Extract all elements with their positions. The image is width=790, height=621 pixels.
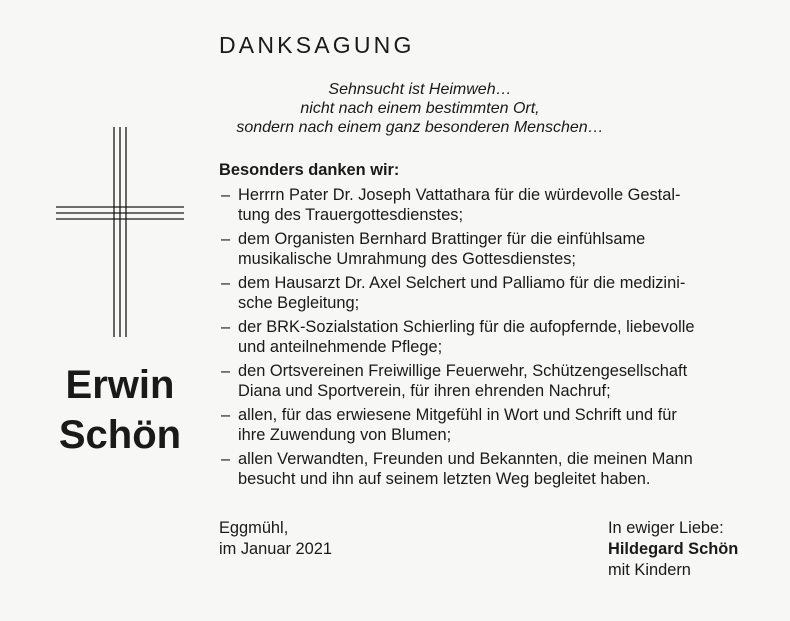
motto-quote	[200, 80, 640, 137]
thanks-line: und anteilnehmende Pflege;	[238, 338, 443, 356]
signature-block	[608, 518, 738, 581]
motto-line: sondern nach einem ganz besonderen Menschen…	[236, 119, 604, 136]
thanks-line: allen Verwandten, Freunden und Bekannten, die meinen Mann	[238, 449, 693, 468]
thanks-heading: Besonders danken wir:	[219, 161, 400, 179]
thanks-line: ihre Zuwendung von Blumen;	[238, 426, 452, 444]
deceased-name	[40, 360, 200, 460]
thanks-item	[219, 449, 759, 490]
thanks-item	[219, 185, 759, 226]
motto-line: Sehnsucht ist Heimweh…	[328, 81, 512, 98]
thanks-line: sche Begleitung;	[238, 294, 360, 312]
dash-bullet: –	[221, 185, 231, 204]
last-name: Schön	[58, 413, 182, 457]
thanks-line: besucht und ihn auf seinem letzten Weg begleitet haben.	[238, 470, 651, 488]
thanks-line: dem Hausarzt Dr. Axel Selchert und Palliamo für die medizini-	[238, 273, 686, 292]
first-name: Erwin	[65, 363, 175, 407]
signer-family: mit Kindern	[608, 561, 691, 579]
thanks-list	[219, 185, 759, 490]
motto-line: nicht nach einem bestimmten Ort,	[300, 100, 540, 117]
thanks-line: der BRK-Sozialstation Schierling für die aufopfernde, liebevolle	[238, 317, 695, 336]
thanks-item	[219, 273, 759, 314]
thanks-item	[219, 361, 759, 402]
cross-icon	[56, 127, 184, 337]
place: Eggmühl,	[219, 519, 289, 537]
place-date	[219, 518, 332, 560]
thanks-item	[219, 229, 759, 270]
notice-title: DANKSAGUNG	[219, 32, 415, 58]
thanks-line: musikalische Umrahmung des Gottesdienstes;	[238, 250, 576, 268]
dash-bullet: –	[221, 449, 231, 468]
thanks-line: den Ortsvereinen Freiwillige Feuerwehr, Schützengesellschaft	[238, 361, 688, 380]
thanks-line: allen, für das erwiesene Mitgefühl in Wort und Schrift und für	[238, 405, 677, 424]
thanks-line: tung des Trauergottesdienstes;	[238, 206, 464, 224]
thanks-line: Herrrn Pater Dr. Joseph Vattathara für die würdevolle Gestal-	[238, 185, 681, 204]
signature-intro: In ewiger Liebe:	[608, 519, 724, 537]
thanks-line: dem Organisten Bernhard Brattinger für die einfühlsame	[238, 229, 646, 248]
dash-bullet: –	[221, 317, 231, 336]
dash-bullet: –	[221, 229, 231, 248]
thanks-section	[219, 160, 759, 493]
thanks-item	[219, 405, 759, 446]
dash-bullet: –	[221, 405, 231, 424]
dash-bullet: –	[221, 361, 231, 380]
thanks-item	[219, 317, 759, 358]
signer-name: Hildegard Schön	[608, 540, 739, 558]
thanks-line: Diana und Sportverein, für ihren ehrenden Nachruf;	[238, 382, 611, 400]
dash-bullet: –	[221, 273, 231, 292]
date: im Januar 2021	[219, 540, 332, 558]
